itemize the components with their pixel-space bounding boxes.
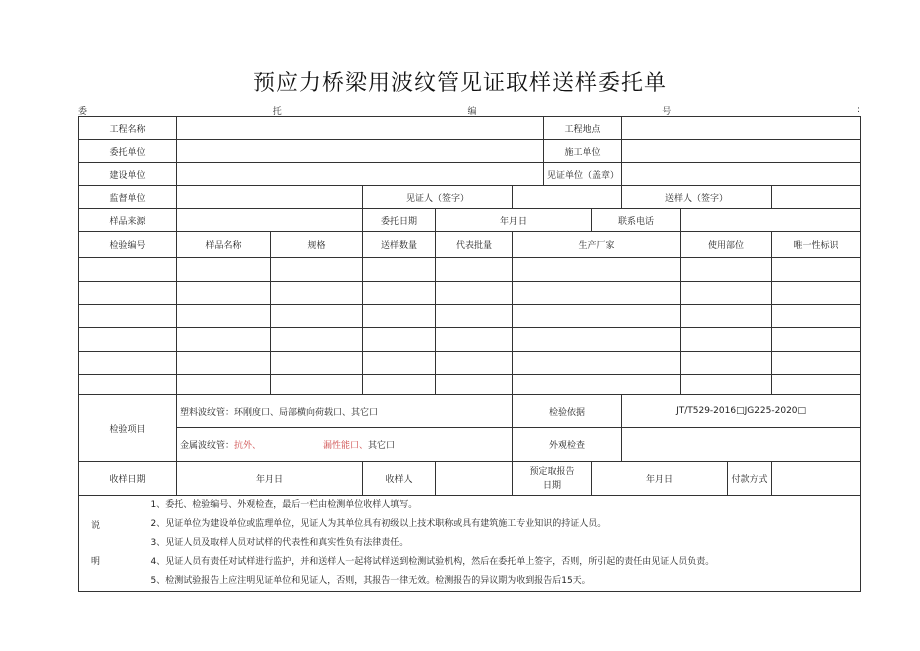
cell-quantity[interactable]: [363, 352, 436, 375]
row-builder: [79, 163, 861, 186]
appearance-check-label: 外观检查: [513, 428, 622, 462]
report-date-label: [513, 462, 592, 496]
cell-spec[interactable]: [271, 328, 363, 352]
cell-sample-name[interactable]: [177, 305, 271, 328]
inspection-basis-label: 检验依据: [513, 395, 622, 428]
cell-batch[interactable]: [436, 305, 513, 328]
supervision-unit-field[interactable]: [177, 186, 363, 209]
entrust-date-field[interactable]: 年月日: [436, 209, 592, 232]
notes-label-char-2: 明: [91, 556, 101, 567]
cell-test-no[interactable]: [79, 305, 177, 328]
cell-spec[interactable]: [271, 258, 363, 282]
cell-unique-id[interactable]: [772, 352, 861, 375]
row-source: [79, 209, 861, 232]
payment-method-label: 付款方式: [728, 462, 772, 496]
cell-batch[interactable]: [436, 352, 513, 375]
col-header-manufacturer: 生产厂家: [513, 232, 681, 258]
cell-test-no[interactable]: [79, 282, 177, 305]
entrust-form-table: [78, 116, 861, 592]
row-receipt: [79, 462, 861, 496]
row-inspection-2: [79, 428, 861, 462]
cell-spec[interactable]: [271, 352, 363, 375]
cell-unique-id[interactable]: [772, 305, 861, 328]
cell-manufacturer[interactable]: [513, 352, 681, 375]
metal-pipe-label: 金属波纹管：: [180, 441, 235, 451]
col-header-location: 使用部位: [681, 232, 772, 258]
cell-unique-id[interactable]: [772, 282, 861, 305]
receiver-field[interactable]: [436, 462, 513, 496]
page-title: 预应力桥梁用波纹管见证取样送样委托单: [252, 71, 667, 96]
contact-phone-field[interactable]: [681, 209, 861, 232]
cell-sample-name[interactable]: [177, 282, 271, 305]
row-project: [79, 117, 861, 140]
receive-date-value[interactable]: 年月日: [177, 462, 363, 496]
note-item-1: 1、委托、检验编号、外观检查，最后一栏由检测单位收样人填写。: [150, 500, 418, 510]
col-header-sample-name: 样品名称: [177, 232, 271, 258]
client-unit-label: 委托单位: [79, 140, 177, 163]
builder-unit-field[interactable]: [177, 163, 544, 186]
receiver-label: 收样人: [363, 462, 436, 496]
note-item-5: 5、检测试验报告上应注明见证单位和见证人，否则，其报告一律无效。检测报告的异议期为收到报告后15天。: [150, 576, 591, 586]
inspection-basis-value[interactable]: JT/T529-2016□JG225-2020□: [622, 395, 861, 428]
payment-method-field[interactable]: [772, 462, 861, 496]
table-row: [79, 282, 861, 305]
plastic-pipe-items[interactable]: 环刚度口、局部横向荷载口、其它口: [234, 407, 379, 418]
row-notes: [79, 496, 861, 592]
sender-person-field[interactable]: [772, 186, 861, 209]
plastic-pipe-line: [177, 395, 513, 428]
cell-manufacturer[interactable]: [513, 282, 681, 305]
cell-test-no[interactable]: [79, 328, 177, 352]
cell-manufacturer[interactable]: [513, 375, 681, 395]
contact-phone-label: 联系电话: [592, 209, 681, 232]
cell-spec[interactable]: [271, 282, 363, 305]
entrust-no-char-1: 委: [78, 106, 88, 117]
cell-quantity[interactable]: [363, 328, 436, 352]
col-header-batch: 代表批量: [436, 232, 513, 258]
cell-sample-name[interactable]: [177, 352, 271, 375]
entrust-no-char-3: 编: [467, 106, 477, 117]
project-site-label: 工程地点: [544, 117, 622, 140]
project-site-field[interactable]: [622, 117, 861, 140]
project-name-field[interactable]: [177, 117, 544, 140]
cell-quantity[interactable]: [363, 282, 436, 305]
cell-location[interactable]: [681, 328, 772, 352]
cell-manufacturer[interactable]: [513, 305, 681, 328]
row-inspection-1: [79, 395, 861, 428]
row-client: [79, 140, 861, 163]
cell-location[interactable]: [681, 305, 772, 328]
table-row: [79, 305, 861, 328]
witness-person-field[interactable]: [513, 186, 622, 209]
row-column-headers: [79, 232, 861, 258]
plastic-pipe-label: 塑料波纹管：: [180, 407, 235, 418]
col-header-quantity: 送样数量: [363, 232, 436, 258]
metal-pipe-item-3[interactable]: 其它口: [368, 441, 396, 451]
cell-spec[interactable]: [271, 375, 363, 395]
construction-unit-field[interactable]: [622, 140, 861, 163]
builder-unit-label: 建设单位: [79, 163, 177, 186]
col-header-unique-id: 唯一性标识: [772, 232, 861, 258]
metal-pipe-item-1[interactable]: 抗外、: [234, 441, 262, 451]
note-item-2: 2、见证单位为建设单位或监理单位，见证人为其单位具有初级以上技术职称或具有建筑施工专业知识的持证人员。: [150, 519, 607, 529]
report-date-value[interactable]: 年月日: [592, 462, 728, 496]
cell-test-no[interactable]: [79, 258, 177, 282]
cell-batch[interactable]: [436, 328, 513, 352]
witness-person-label: 见证人（签字）: [363, 186, 513, 209]
cell-sample-name[interactable]: [177, 328, 271, 352]
cell-location[interactable]: [681, 282, 772, 305]
cell-test-no[interactable]: [79, 352, 177, 375]
client-unit-field[interactable]: [177, 140, 544, 163]
sample-source-label: 样品来源: [79, 209, 177, 232]
cell-manufacturer[interactable]: [513, 258, 681, 282]
entrust-no-char-4: 号: [662, 106, 672, 117]
col-header-spec: 规格: [271, 232, 363, 258]
witness-unit-field[interactable]: [622, 163, 861, 186]
cell-manufacturer[interactable]: [513, 328, 681, 352]
cell-unique-id[interactable]: [772, 375, 861, 395]
cell-spec[interactable]: [271, 305, 363, 328]
cell-test-no[interactable]: [79, 375, 177, 395]
notes-label-char-1: 说: [91, 520, 101, 531]
entrust-no-colon: :: [856, 105, 860, 115]
table-row: [79, 375, 861, 395]
cell-unique-id[interactable]: [772, 328, 861, 352]
cell-location[interactable]: [681, 258, 772, 282]
report-date-label-line-2: 日期: [543, 480, 562, 491]
cell-quantity[interactable]: [363, 258, 436, 282]
cell-batch[interactable]: [436, 282, 513, 305]
col-header-test-no: 检验编号: [79, 232, 177, 258]
table-row: [79, 352, 861, 375]
row-supervision: [79, 186, 861, 209]
cell-location[interactable]: [681, 352, 772, 375]
cell-unique-id[interactable]: [772, 258, 861, 282]
metal-pipe-item-2[interactable]: 漏性能口、: [323, 441, 369, 451]
cell-quantity[interactable]: [363, 375, 436, 395]
inspection-items-label: 检验项目: [79, 395, 177, 462]
project-name-label: 工程名称: [79, 117, 177, 140]
table-row: [79, 258, 861, 282]
cell-sample-name[interactable]: [177, 258, 271, 282]
entrust-number-row: [78, 103, 860, 117]
table-row: [79, 328, 861, 352]
note-item-3: 3、见证人员及取样人员对试样的代表性和真实性负有法律责任。: [150, 538, 409, 548]
report-date-label-line-1: 预定取报告: [529, 466, 575, 477]
sender-person-label: 送样人（签字）: [622, 186, 772, 209]
sample-source-field[interactable]: [177, 209, 363, 232]
appearance-check-field[interactable]: [622, 428, 861, 462]
cell-batch[interactable]: [436, 375, 513, 395]
metal-pipe-line: [177, 428, 513, 462]
cell-location[interactable]: [681, 375, 772, 395]
notes-content: [150, 496, 861, 592]
cell-batch[interactable]: [436, 258, 513, 282]
cell-sample-name[interactable]: [177, 375, 271, 395]
note-item-4: 4、见证人员有责任对试样进行监护，并和送样人一起将试样送到检测试验机构，然后在委托单上签字，否则，所引起的责任由见证人员负责。: [150, 557, 715, 567]
supervision-unit-label: 监督单位: [79, 186, 177, 209]
construction-unit-label: 施工单位: [544, 140, 622, 163]
witness-unit-label: 见证单位（盖章）: [544, 163, 622, 186]
entrust-date-label: 委托日期: [363, 209, 436, 232]
cell-quantity[interactable]: [363, 305, 436, 328]
entrust-no-char-2: 托: [272, 106, 282, 117]
receive-date-label: 收样日期: [79, 462, 177, 496]
